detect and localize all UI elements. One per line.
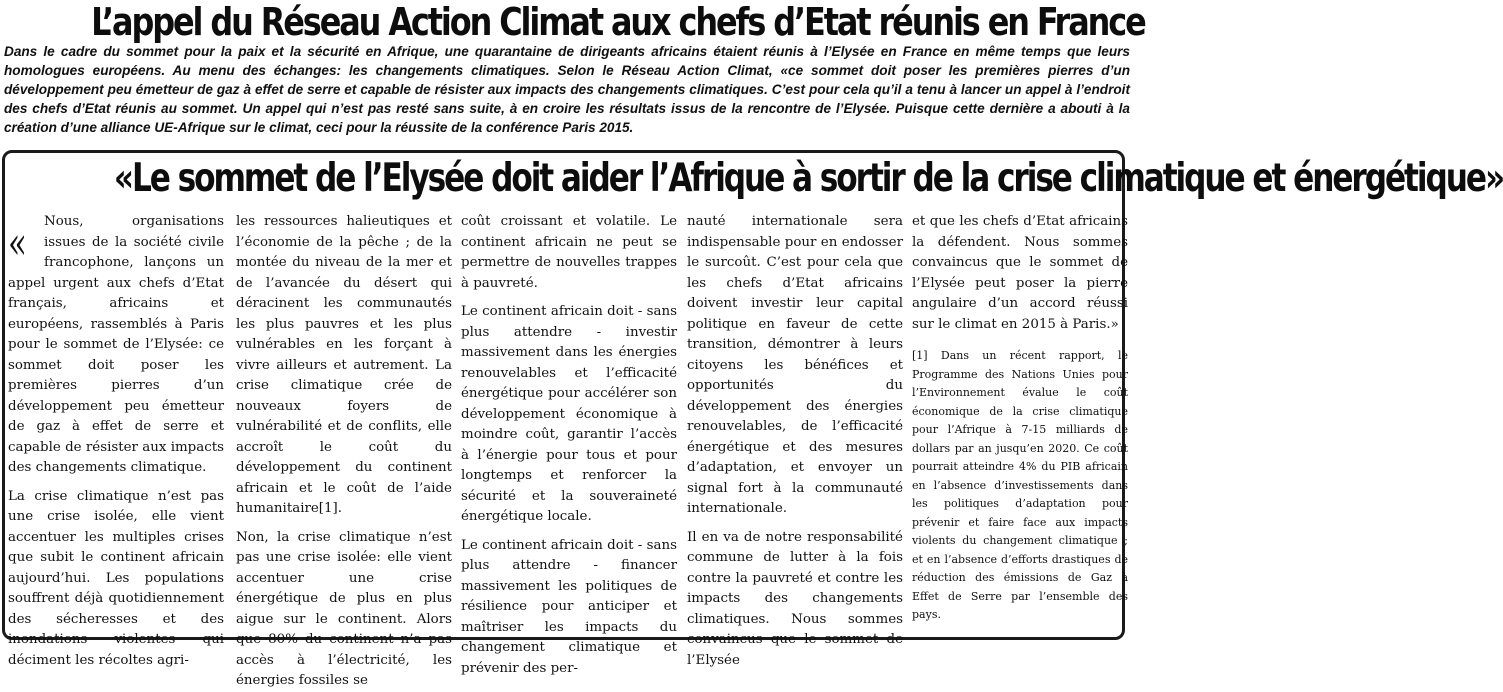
column-4: [687, 212, 903, 668]
col3-paragraph-1: coût croissant et volatile. Le continent africain ne peut se permettre de nouvelles trappes à pauvreté.: [461, 214, 677, 291]
col4-paragraph-1: nauté internationale sera indispensable pour en endosser le surcoût. C’est pour cela que les chefs d’Etat africains doivent investir leur capital politique en faveur de cette transition, démontrer à leurs citoyens les bénéfices et opportunités du développement des énergies renouvelables, de l’efficacité énergétique et des mesures d’adaptation, et envoyer un signal fort à la communauté internationale.: [687, 214, 903, 516]
opening-quote-mark: «: [8, 218, 27, 269]
col3-paragraph-2: Le continent africain doit - sans plus attendre - investir massivement dans les énergies renouvelables et l’efficacité énergétique pour accélérer son développement économique à moindre coût, garantir l’accès à l’énergie pour tous et pour longtemps et renforcer la sécurité et la souveraineté énergétique locale.: [461, 304, 677, 524]
col2-paragraph-1: les ressources halieutiques et l’économie de la pêche ; de la montée du niveau de la mer et de l’avancée du désert qui déracinent les communautés les plus pauvres et les plus vulnérables en les forçant à vivre ailleurs et autrement. La crise climatique crée de nouveaux foyers de vulnérabilité et de conflits, elle accroît le coût du développement du continent africain et le coût de l’aide humanitaire[1].: [236, 214, 452, 516]
quote-title: «Le sommet de l’Elysée doit aider l’Afrique à sortir de la crise climatique et énergétique»: [113, 156, 1503, 201]
col4-paragraph-2: Il en va de notre responsabilité commune de lutter à la fois contre la pauvreté et contre les impacts des changements climatiques. Nous sommes convaincus que le sommet de l’Elysée: [687, 529, 903, 668]
column-1: [8, 212, 224, 668]
col3-paragraph-3: Le continent africain doit - sans plus attendre - financer massivement les politiques de résilience pour anticiper et maîtriser les impacts du changement climatique et prévenir des per-: [461, 537, 677, 676]
col1-paragraph-2: La crise climatique n’est pas une crise isolée, elle vient accentuer les multiples crises que subit le continent africain aujourd’hui. Les populations souffrent déjà quotidiennement des sécheresses et des inondations violentes qui déciment les récoltes agri-: [8, 488, 224, 668]
col2-paragraph-2: Non, la crise climatique n’est pas une crise isolée: elle vient accentuer une crise énergétique de plus en plus aigue sur le continent. Alors que 80% du continent n’a pas accès à l’électricité, les énergies fossiles se: [236, 529, 452, 688]
col5-paragraph-1: et que les chefs d’Etat africains la défendent. Nous sommes convaincus que le sommet de l’Elysée peut poser la pierre angulaire d’un accord réussi sur le climat en 2015 à Paris.»: [912, 214, 1128, 332]
column-5: [912, 212, 1128, 622]
column-2: [236, 212, 452, 688]
col1-paragraph-1: Nous, organisations issues de la société civile francophone, lançons un appel urgent aux chefs d’Etat français, africains et européens, rassemblés à Paris pour le sommet de l’Elysée: ce sommet doit poser les premières pierres d’un développement peu émetteur de gaz à effet de serre et capable de résister aux impacts des changements climatique.: [8, 214, 224, 475]
footnote: [1] Dans un récent rapport, le Programme des Nations Unies pour l’Environnement évalue le coût économique de la crise climatique pour l’Afrique à 7-15 milliards de dollars par an jusqu’en 2020. Ce coût pourrait atteindre 4% du PIB africain en l’absence d’investissements dans les politiques d’adaptation pour prévenir et faire face aux impacts violents du changement climatique ; et en l’absence d’efforts drastiques de réduction des émissions de Gaz à Effet de Serre par l’ensemble des pays.: [912, 349, 1128, 621]
headline: L’appel du Réseau Action Climat aux chefs d’Etat réunis en France: [91, 0, 1145, 44]
column-3: [461, 212, 677, 676]
intro-paragraph: Dans le cadre du sommet pour la paix et la sécurité en Afrique, une quarantaine de dirigeants africains étaient réunis à l’Elysée en France en même temps que leurs homologues européens. Au menu des échanges: les changements climatiques. Selon le Réseau Action Climat, «ce sommet doit poser les premières pierres d’un développement peu émetteur de gaz à effet de serre et capable de résister aux impacts des changements climatiques. C’est pour cela qu’il a tenu à lancer un appel à l’endroit des chefs d’Etat réunis au sommet. Un appel qui n’est pas resté sans suite, à en croire les résultats issus de la rencontre de l’Elysée. Puisque cette dernière a abouti à la création d’une alliance UE-Afrique sur le climat, ceci pour la réussite de la conférence Paris 2015.: [4, 44, 1130, 135]
